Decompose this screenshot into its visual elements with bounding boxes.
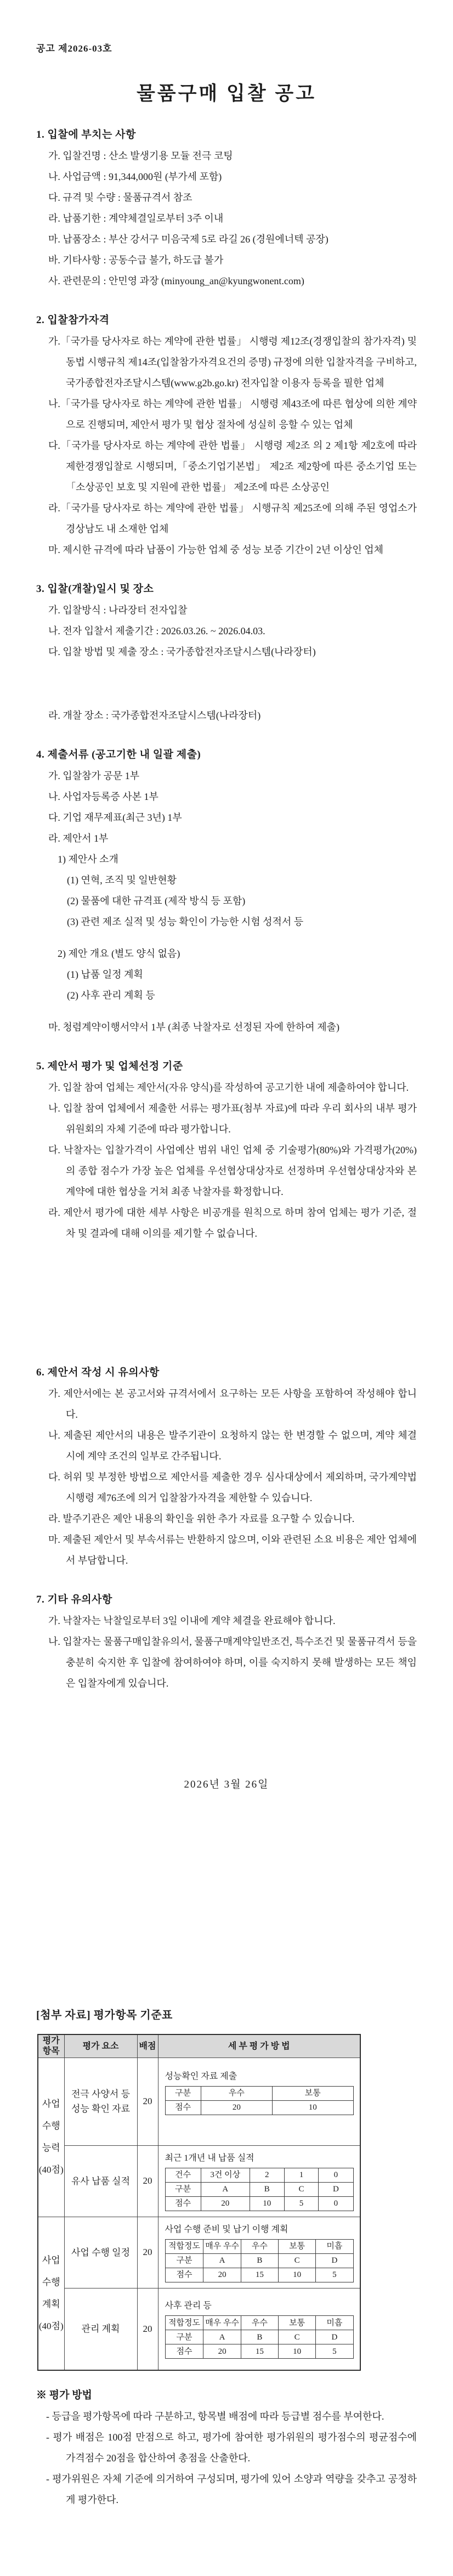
sub-table-row [165, 2100, 353, 2115]
sub-table-cell: 건수 [165, 2168, 201, 2182]
sub-table-row [165, 2086, 353, 2100]
sub-table [165, 2315, 354, 2359]
evaluation-criteria-table [37, 2034, 361, 2371]
section-heading: 1. 입찰에 부치는 사항 [36, 129, 136, 140]
sub-table-row [165, 2330, 353, 2344]
sub-table-cell: 우수 [241, 2239, 278, 2253]
sub-table-cell: 20 [201, 2100, 272, 2115]
list-item: (1) 납품 일정 계획 [67, 969, 143, 980]
list-item: 다.「국가를 당사자로 하는 계약에 관한 법률」 시행령 제2조 의 2 제1항 제2호에 따라 제한경쟁입찰로 시행되며,「중소기업기본법」 제2조 제2항에 따른 중소기업 또는「소상공인 보호 및 지원에 관한 법률」 제2조에 따른 소상공인 [48, 440, 417, 493]
evaluation-method-heading: ※ 평가 방법 [36, 2389, 92, 2401]
group-label-line: (40점) [38, 2164, 64, 2175]
evaluation-method-item: - 평가 배점은 100점 만점으로 하고, 평가에 참여한 평가위원의 평가점수의 평균점수에 가격점수 20점을 합산하여 총점을 산출한다. [46, 2432, 417, 2464]
method-label: 사후 관리 등 [165, 2301, 212, 2311]
list-item: 나. 입찰자는 물품구매입찰유의서, 물품구매계약일반조건, 특수조건 및 물품규격서 등을 충분히 숙지한 후 입찰에 참여하여야 하며, 이를 숙지하지 못해 발생하는 모든 책임은 입찰자에게 있습니다. [48, 1636, 417, 1689]
points-cell: 20 [137, 2288, 158, 2370]
table-header-row [38, 2034, 360, 2058]
method-cell [158, 2288, 360, 2370]
sub-table-cell: 보통 [272, 2086, 353, 2100]
sub-table-cell: 적합정도 [165, 2316, 203, 2330]
list-item: 가. 제안서에는 본 공고서와 규격서에서 요구하는 모든 사항을 포함하여 작성해야 합니다. [48, 1388, 417, 1420]
factor-cell: 사업 수행 일정 [64, 2217, 137, 2288]
page-title: 물품구매 입찰 공고 [137, 83, 316, 104]
method-label: 사업 수행 준비 및 납기 이행 계획 [165, 2224, 288, 2234]
sub-table-cell: 5 [316, 2268, 353, 2282]
group-label-line: 사업 [42, 2099, 60, 2109]
evaluation-method [36, 2385, 417, 2510]
list-item: 가. 입찰 참여 업체는 제안서(자유 양식)를 작성하여 공고기한 내에 제출하여야 합니다. [48, 1082, 409, 1093]
section-1 [36, 125, 417, 291]
list-item: 가. 입찰방식 : 나라장터 전자입찰 [48, 605, 188, 616]
table-header-cell: 세 부 평 가 방 법 [158, 2034, 360, 2058]
sub-table-cell: 10 [250, 2196, 284, 2211]
list-item: 라. 개찰 장소 : 국가종합전자조달시스템(나라장터) [48, 710, 261, 721]
sub-table-cell: 보통 [278, 2316, 315, 2330]
group-cell [38, 2058, 64, 2217]
list-item: 가. 입찰참가 공문 1부 [48, 770, 140, 781]
sub-table-row [165, 2253, 353, 2268]
list-item: 나. 제출된 제안서의 내용은 발주기관이 요청하지 않는 한 변경할 수 없으며, 계약 체결 시에 계약 조건의 일부로 간주됩니다. [48, 1430, 417, 1462]
sub-table-cell: A [203, 2330, 241, 2344]
group-cell [38, 2217, 64, 2370]
sub-table-cell: 점수 [165, 2100, 201, 2115]
list-item: 나. 입찰 참여 업체에서 제출한 서류는 평가표(첨부 자료)에 따라 우리 회사의 내부 평가위원회의 자체 기준에 따라 평가합니다. [48, 1103, 417, 1135]
sub-table-row [165, 2168, 353, 2182]
sub-table-cell: D [319, 2182, 353, 2196]
list-item: 다. 규격 및 수량 : 물품규격서 참조 [48, 192, 192, 203]
table-row [38, 2145, 360, 2217]
sub-table-cell: 20 [201, 2196, 250, 2211]
section-heading: 2. 입찰참가자격 [36, 314, 110, 326]
evaluation-method-bullets [36, 2406, 417, 2510]
method-cell [158, 2145, 360, 2217]
sub-table-cell: 20 [203, 2268, 241, 2282]
section-2 [36, 310, 417, 560]
issue-date: 2026년 3월 26일 [184, 1779, 269, 1790]
sub-table-cell: 0 [319, 2168, 353, 2182]
list-item: 바. 기타사항 : 공동수급 불가, 하도급 불가 [48, 255, 224, 266]
sub-table [165, 2168, 354, 2211]
sub-table-cell: 우수 [241, 2316, 278, 2330]
attachment-title: [첨부 자료] 평가항목 기준표 [36, 2009, 173, 2021]
sub-table-cell: 5 [284, 2196, 319, 2211]
points-cell: 20 [137, 2058, 158, 2145]
sub-table-cell: 매우 우수 [203, 2316, 241, 2330]
method-cell [158, 2217, 360, 2288]
sub-table-cell: 점수 [165, 2268, 203, 2282]
sub-table-cell: C [284, 2182, 319, 2196]
list-item: 사. 관련문의 : 안민영 과장 (minyoung_an@kyungwonent.com) [48, 275, 304, 286]
sub-table-row [165, 2344, 353, 2359]
sub-table-cell: 매우 우수 [203, 2239, 241, 2253]
doc-number: 공고 제2026-03호 [36, 43, 112, 54]
list-item: 라. 발주기관은 제안 내용의 확인을 위한 추가 자료를 요구할 수 있습니다. [48, 1513, 355, 1524]
factor-cell: 관리 계획 [64, 2288, 137, 2370]
sub-table [165, 2086, 354, 2115]
sub-table-cell: 구분 [165, 2253, 203, 2268]
sub-table-cell: C [278, 2330, 315, 2344]
list-item: (2) 물품에 대한 규격표 (제작 방식 등 포함) [67, 895, 246, 906]
list-item: 다. 입찰 방법 및 제출 장소 : 국가종합전자조달시스템(나라장터) [48, 646, 316, 657]
group-label-line: 수행 [42, 2121, 60, 2131]
sub-table-row [165, 2268, 353, 2282]
list-item: 라. 제안서 평가에 대한 세부 사항은 비공개를 원칙으로 하며 참여 업체는 평가 기준, 절차 및 결과에 대해 이의를 제기할 수 없습니다. [48, 1207, 417, 1239]
list-item: (1) 연혁, 조직 및 일반현황 [67, 875, 177, 886]
sub-table-cell: 10 [278, 2268, 315, 2282]
list-item: 1) 제안사 소개 [58, 854, 118, 865]
sub-table [165, 2239, 354, 2282]
table-row [38, 2217, 360, 2288]
list-item: 라. 제안서 1부 [48, 833, 109, 844]
sub-table-cell: B [250, 2182, 284, 2196]
sub-table-cell: 2 [250, 2168, 284, 2182]
points-cell: 20 [137, 2145, 158, 2217]
section-heading: 6. 제안서 작성 시 유의사항 [36, 1367, 160, 1378]
group-label-line: 능력 [42, 2143, 60, 2153]
sub-table-cell: 3건 이상 [201, 2168, 250, 2182]
sub-table-cell: 적합정도 [165, 2239, 203, 2253]
section-heading: 3. 입찰(개찰)일시 및 장소 [36, 583, 154, 595]
sub-table-row [165, 2239, 353, 2253]
list-item: 라. 납품기한 : 계약체결일로부터 3주 이내 [48, 213, 224, 224]
group-label-line: 수행 [42, 2276, 60, 2287]
sub-table-cell: 10 [272, 2100, 353, 2115]
section-heading: 5. 제안서 평가 및 업체선정 기준 [36, 1061, 183, 1072]
method-label: 성능확인 자료 제출 [165, 2071, 237, 2081]
table-header-cell: 평가 요소 [64, 2034, 137, 2058]
list-item: 마. 제출된 제안서 및 부속서류는 반환하지 않으며, 이와 관련된 소요 비용은 제안 업체에서 부담합니다. [48, 1534, 417, 1566]
table-header-cell: 평가 항목 [38, 2034, 64, 2058]
section-heading: 7. 기타 유의사항 [36, 1594, 112, 1605]
table-row [38, 2058, 360, 2145]
sub-table-cell: 구분 [165, 2330, 203, 2344]
points-cell: 20 [137, 2217, 158, 2288]
sub-table-cell: C [278, 2253, 315, 2268]
attachment-section [36, 2006, 417, 2510]
sub-table-cell: 우수 [201, 2086, 272, 2100]
table-row [38, 2288, 360, 2370]
list-item: 나.「국가를 당사자로 하는 계약에 관한 법률」 시행령 제43조에 따른 협상에 의한 계약으로 진행되며, 제안서 평가 및 협상 절차에 성실히 응할 수 있는 업체 [48, 398, 417, 430]
sub-table-cell: 보통 [278, 2239, 315, 2253]
sub-table-row [165, 2316, 353, 2330]
sub-table-cell: A [203, 2253, 241, 2268]
group-label-line: (40점) [38, 2320, 64, 2331]
sub-table-cell: 미흡 [316, 2239, 353, 2253]
sub-table-cell: 점수 [165, 2344, 203, 2359]
sub-table-cell: B [241, 2330, 278, 2344]
sub-table-cell: B [241, 2253, 278, 2268]
sub-table-cell: D [316, 2253, 353, 2268]
factor-cell: 전극 사양서 등 성능 확인 자료 [64, 2058, 137, 2145]
sub-table-cell: 미흡 [316, 2316, 353, 2330]
section-heading: 4. 제출서류 (공고기한 내 일괄 제출) [36, 749, 201, 760]
group-label-line: 계획 [42, 2298, 60, 2309]
section-4 [36, 745, 417, 1038]
list-item: 2) 제안 개요 (별도 양식 없음) [58, 948, 180, 959]
sub-table-row [165, 2182, 353, 2196]
list-item: 다. 허위 및 부정한 방법으로 제안서를 제출한 경우 심사대상에서 제외하며, 국가계약법시행령 제76조에 의거 입찰참가자격을 제한할 수 있습니다. [48, 1472, 417, 1503]
sub-table-row [165, 2196, 353, 2211]
sub-table-cell: 1 [284, 2168, 319, 2182]
list-item: 다. 기업 재무제표(최근 3년) 1부 [48, 812, 182, 823]
sections-container [36, 125, 417, 1694]
list-item: 다. 낙찰자는 입찰가격이 사업예산 범위 내인 업체 중 기술평가(80%)와 가격평가(20%)의 종합 점수가 가장 높은 업체를 우선협상대상자로 선정하며 우선협상대상자와 본 계약에 대한 협상을 거쳐 최종 낙찰자를 확정합니다. [48, 1145, 417, 1197]
list-item: 나. 사업금액 : 91,344,000원 (부가세 포함) [48, 171, 222, 182]
list-item: 마. 제시한 규격에 따라 납품이 가능한 업체 중 성능 보증 기간이 2년 이상인 업체 [48, 544, 384, 555]
sub-table-cell: 15 [241, 2268, 278, 2282]
evaluation-method-item: - 평가위원은 자체 기준에 의거하여 구성되며, 평가에 있어 소양과 역량을 갖추고 공정하게 평가한다. [46, 2473, 417, 2505]
section-3 [36, 579, 417, 726]
table-header-cell: 배점 [137, 2034, 158, 2058]
list-item: 나. 전자 입찰서 제출기간 : 2026.03.26. ~ 2026.04.03. [48, 625, 265, 636]
method-label: 최근 1개년 내 납품 실적 [165, 2153, 254, 2163]
list-item: 라.「국가를 당사자로 하는 계약에 관한 법률」 시행규칙 제25조에 의해 주된 영업소가 경상남도 내 소재한 업체 [48, 503, 417, 534]
sub-table-cell: 20 [203, 2344, 241, 2359]
list-item: 나. 사업자등록증 사본 1부 [48, 791, 158, 802]
list-item: (2) 사후 관리 계획 등 [67, 990, 155, 1001]
sub-table-cell: 구분 [165, 2182, 201, 2196]
group-label-line: 사업 [42, 2254, 60, 2265]
sub-table-cell: 구분 [165, 2086, 201, 2100]
list-item: 마. 납품장소 : 부산 강서구 미음국제 5로 라길 26 (경원에너텍 공장) [48, 234, 329, 245]
sub-table-cell: 10 [278, 2344, 315, 2359]
sub-table-cell: A [201, 2182, 250, 2196]
evaluation-method-item: - 등급을 평가항목에 따라 구분하고, 항목별 배점에 따라 등급별 점수를 부여한다. [46, 2411, 384, 2422]
list-item: 가. 낙찰자는 낙찰일로부터 3일 이내에 계약 체결을 완료해야 합니다. [48, 1615, 336, 1626]
list-item: (3) 관련 제조 실적 및 성능 확인이 가능한 시험 성적서 등 [67, 916, 304, 927]
sub-table-cell: 점수 [165, 2196, 201, 2211]
section-7 [36, 1589, 417, 1694]
method-cell [158, 2058, 360, 2145]
sub-table-cell: 5 [316, 2344, 353, 2359]
sub-table-cell: D [316, 2330, 353, 2344]
factor-cell: 유사 납품 실적 [64, 2145, 137, 2217]
sub-table-cell: 15 [241, 2344, 278, 2359]
list-item: 가. 입찰건명 : 산소 발생기용 모듈 전극 코팅 [48, 150, 233, 161]
list-item: 마. 청렴계약이행서약서 1부 (최종 낙찰자로 선정된 자에 한하여 제출) [48, 1022, 339, 1033]
list-item: 가.「국가를 당사자로 하는 계약에 관한 법률」 시행령 제12조(경쟁입찰의 참가자격) 및 동법 시행규칙 제14조(입찰참가자격요건의 증명) 규정에 의한 입찰자격을 구비하고, 국가종합전자조달시스템(www.g2b.go.kr) 전자입찰 이용자 등록을 필한 업체 [48, 336, 417, 388]
section-6 [36, 1362, 417, 1571]
section-5 [36, 1056, 417, 1244]
sub-table-cell: 0 [319, 2196, 353, 2211]
